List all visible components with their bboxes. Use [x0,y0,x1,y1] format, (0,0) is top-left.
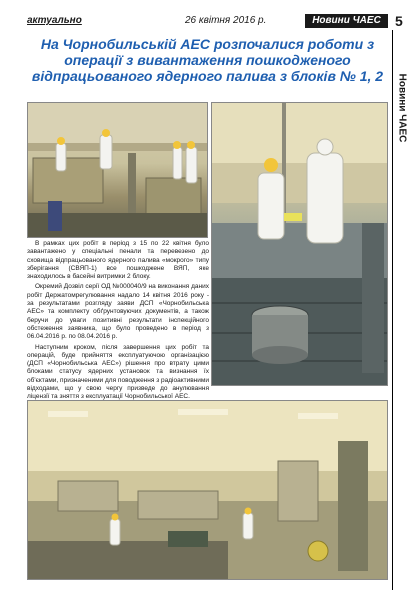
publication-name: Новини ЧАЕС [305,14,388,28]
issue-date: 26 квітня 2016 р. [185,15,267,26]
article-headline: На Чорнобильській АЕС розпочалися роботи з операції з вивантаження пошкодженого відпрацьованого ядерного палива з блоків № 1, 2 [31,36,384,84]
article-body [27,240,209,404]
section-label: актуально [27,15,82,26]
photo-fuel-handling-illustration [212,103,388,386]
side-tab-label: Новини ЧАЕС [396,73,408,143]
article-paragraph-1: В рамках цих робіт в період з 15 по 22 квітня було завантажено у спеціальні пенали та перевезено до сховища відпрацьованого ядерного палива «мокрого» типу зберігання (СВЯП-1) все пошкоджене ВЯП, яке знаходилось в басейні витримки 2 блоку. [27,240,209,281]
photo-fuel-handling [211,102,388,386]
article-paragraph-2: Окремий Дозвіл серії ОД №000040/9 на виконання даних робіт Держатомрегулювання надало 14 квітня 2016 року - за результатами розгляду заяви ДСП «Чорнобильська АЕС» та комплекту обґрунтовуючих документів, а також беручи до уваги позитивні результати інспекційного обстеження заявника, що було проведено в період з 06.04.2016 р. по 08.04.2016 р. [27,283,209,341]
photo-workers-hall [27,102,208,238]
photo-workers-hall-illustration [28,103,208,238]
article-paragraph-3: Наступним кроком, після завершення цих робіт та операцій, буде прийняття експлуатуючою організацією (ДСП «Чорнобильська АЕС») рішення про втрату цими блоками статусу ядерних установок та визнання їх об'єктами, призначеними для поводження з радіоактивними відходами, що у свою чергу призведе до анулювання ліцензії та зняття з експлуатації Чорнобильської АЕС. [27,343,209,401]
page-number: 5 [395,13,403,29]
side-tab [394,34,410,182]
photo-storage-hall [27,400,388,580]
photo-storage-hall-illustration [28,401,388,580]
page-header [27,14,388,30]
side-divider [392,30,393,590]
